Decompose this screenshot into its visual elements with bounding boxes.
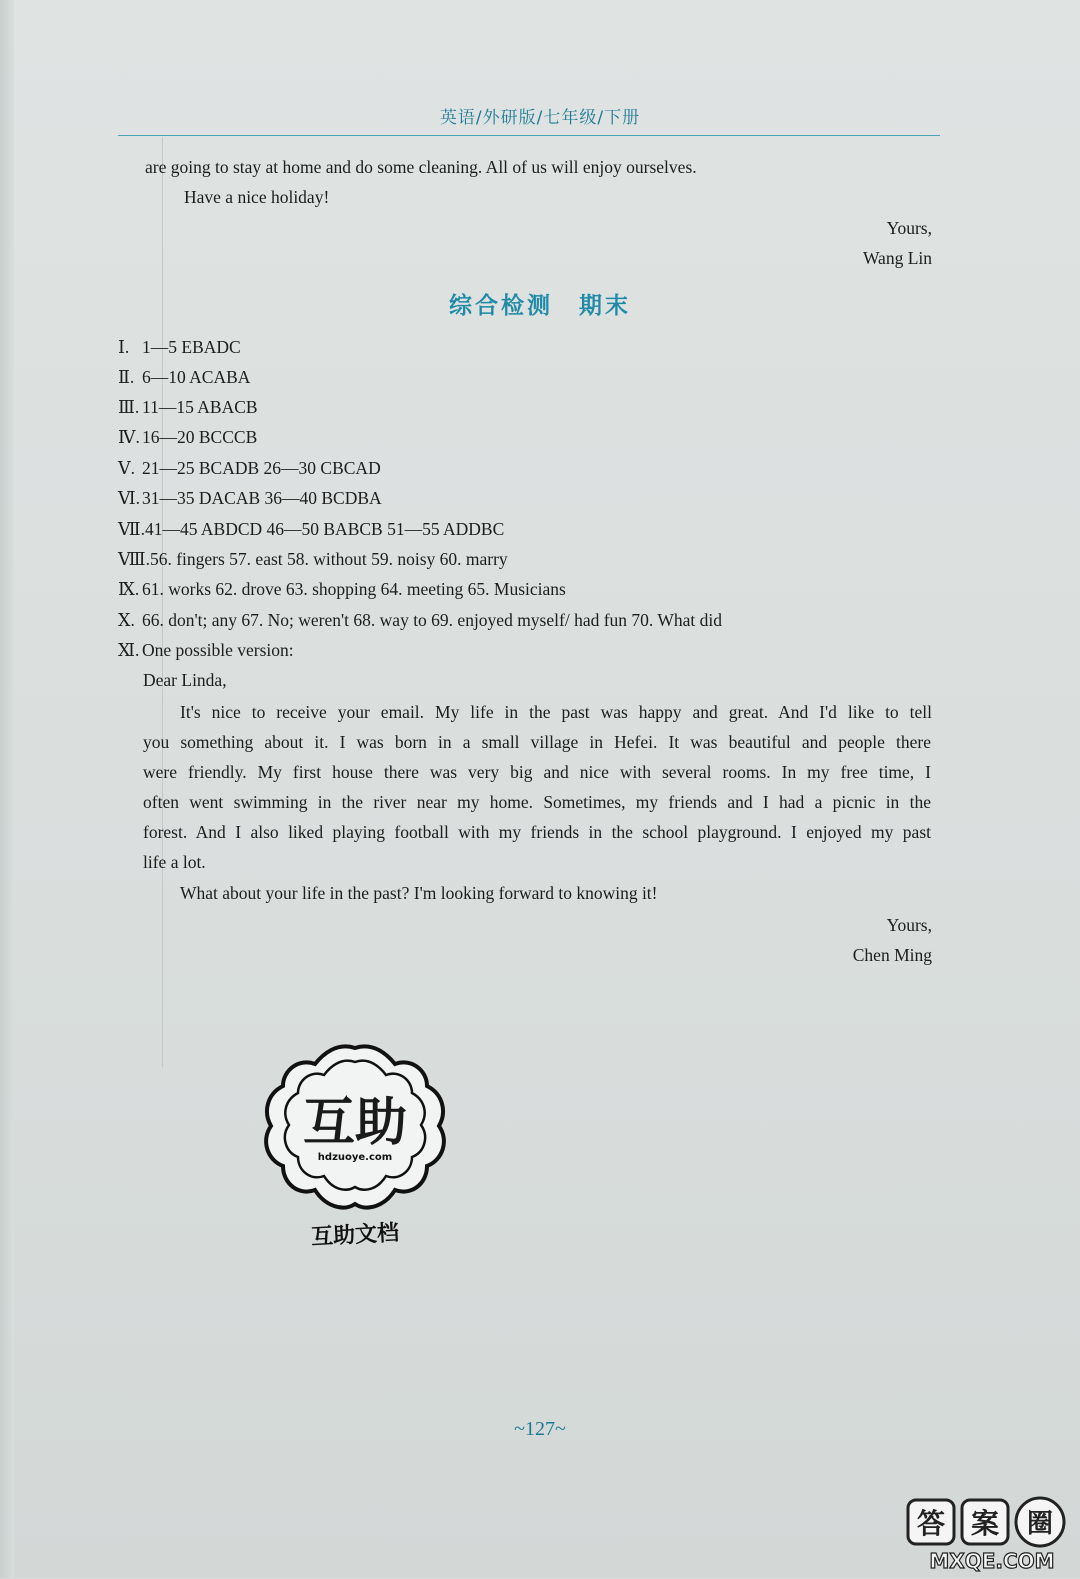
answer-number: Ⅱ. [118, 367, 135, 387]
section-title: 综合检测 期末 [449, 293, 631, 319]
watermark-logo-char-1: 答 [916, 1507, 946, 1540]
answer-text: 6—10 ACABA [142, 367, 251, 387]
answer-row [118, 426, 257, 448]
answer-text: 31—35 DACAB 36—40 BCDBA [142, 488, 382, 508]
running-header: 英语/外研版/七年级/下册 [439, 108, 641, 128]
essay-line: forest. And I also liked playing football with my friends in the school playground. I enjoyed my past [143, 822, 931, 842]
answer-number: Ⅹ. [118, 610, 135, 630]
answer-number: Ⅸ. [118, 579, 140, 599]
answer-row [118, 487, 382, 509]
answer-text: One possible version: [142, 640, 294, 660]
answer-text: 61. works 62. drove 63. shopping 64. meeting 65. Musicians [142, 579, 566, 599]
answer-text: 66. don't; any 67. No; weren't 68. way to 69. enjoyed myself/ had fun 70. What did [142, 610, 722, 630]
answer-number: Ⅳ. [118, 427, 140, 447]
letter-closing: Yours, [886, 218, 932, 238]
essay-greeting: Dear Linda, [143, 670, 227, 690]
answer-text: 41—45 ABDCD 46—50 BABCB 51—55 ADDBC [144, 519, 505, 539]
answer-number: Ⅺ. [118, 640, 140, 660]
answer-text: 56. fingers 57. east 58. without 59. noisy 60. marry [149, 549, 508, 569]
letter-line-1: are going to stay at home and do some cleaning. All of us will enjoy ourselves. [145, 157, 697, 177]
margin-rule [162, 137, 163, 1067]
answer-row [118, 518, 504, 540]
answer-number: Ⅴ. [118, 458, 136, 478]
answer-row [118, 639, 294, 661]
stamp-big-text: 互助 [302, 1093, 407, 1153]
answer-row [118, 609, 722, 631]
essay-signature: Chen Ming [852, 945, 932, 965]
watermark-logo [902, 1496, 1072, 1574]
essay-line: were friendly. My first house there was very big and nice with several rooms. In my free time, I [143, 762, 931, 782]
answer-text: 11—15 ABACB [142, 397, 258, 417]
answer-text: 21—25 BCADB 26—30 CBCAD [142, 458, 381, 478]
letter-line-2: Have a nice holiday! [184, 187, 330, 207]
answer-row [118, 336, 241, 358]
watermark-text: MXQE.COM [929, 1549, 1055, 1573]
essay-last-line: What about your life in the past? I'm looking forward to knowing it! [180, 883, 658, 903]
answer-row [118, 396, 258, 418]
answer-text: 16—20 BCCCB [142, 427, 258, 447]
answer-number: Ⅶ. [118, 519, 145, 539]
essay-line: life a lot. [143, 852, 206, 872]
essay-line: you something about it. I was born in a small village in Hefei. It was beautiful and people there [143, 732, 931, 752]
answer-number: Ⅵ. [118, 488, 140, 508]
watermark-logo-char-3: 圈 [1026, 1509, 1054, 1539]
binding-edge [0, 0, 14, 1578]
page-number: ~127~ [514, 1418, 566, 1440]
watermark-icon [902, 1496, 1072, 1574]
answer-number: Ⅰ. [118, 337, 130, 357]
stamp-badge [255, 1040, 455, 1220]
stamp-logo [255, 1040, 455, 1250]
answer-number: Ⅲ. [118, 397, 140, 417]
answer-row [118, 457, 381, 479]
answer-row [118, 548, 508, 570]
essay-line: often went swimming in the river near my home. Sometimes, my friends and I had a picnic in the [143, 792, 931, 812]
header-rule [118, 135, 940, 136]
answer-number: Ⅷ. [118, 549, 150, 569]
essay-closing: Yours, [886, 915, 932, 935]
essay-line: It's nice to receive your email. My life in the past was happy and great. And I'd like to tell [180, 702, 932, 722]
answer-row [118, 578, 566, 600]
stamp-url: hdzuoye.com [317, 1152, 393, 1163]
answer-text: 1—5 EBADC [142, 337, 241, 357]
answer-row [118, 366, 250, 388]
watermark-logo-char-2: 案 [970, 1507, 1000, 1540]
stamp-caption: 互助文档 [310, 1220, 400, 1251]
letter-signature: Wang Lin [862, 248, 932, 268]
